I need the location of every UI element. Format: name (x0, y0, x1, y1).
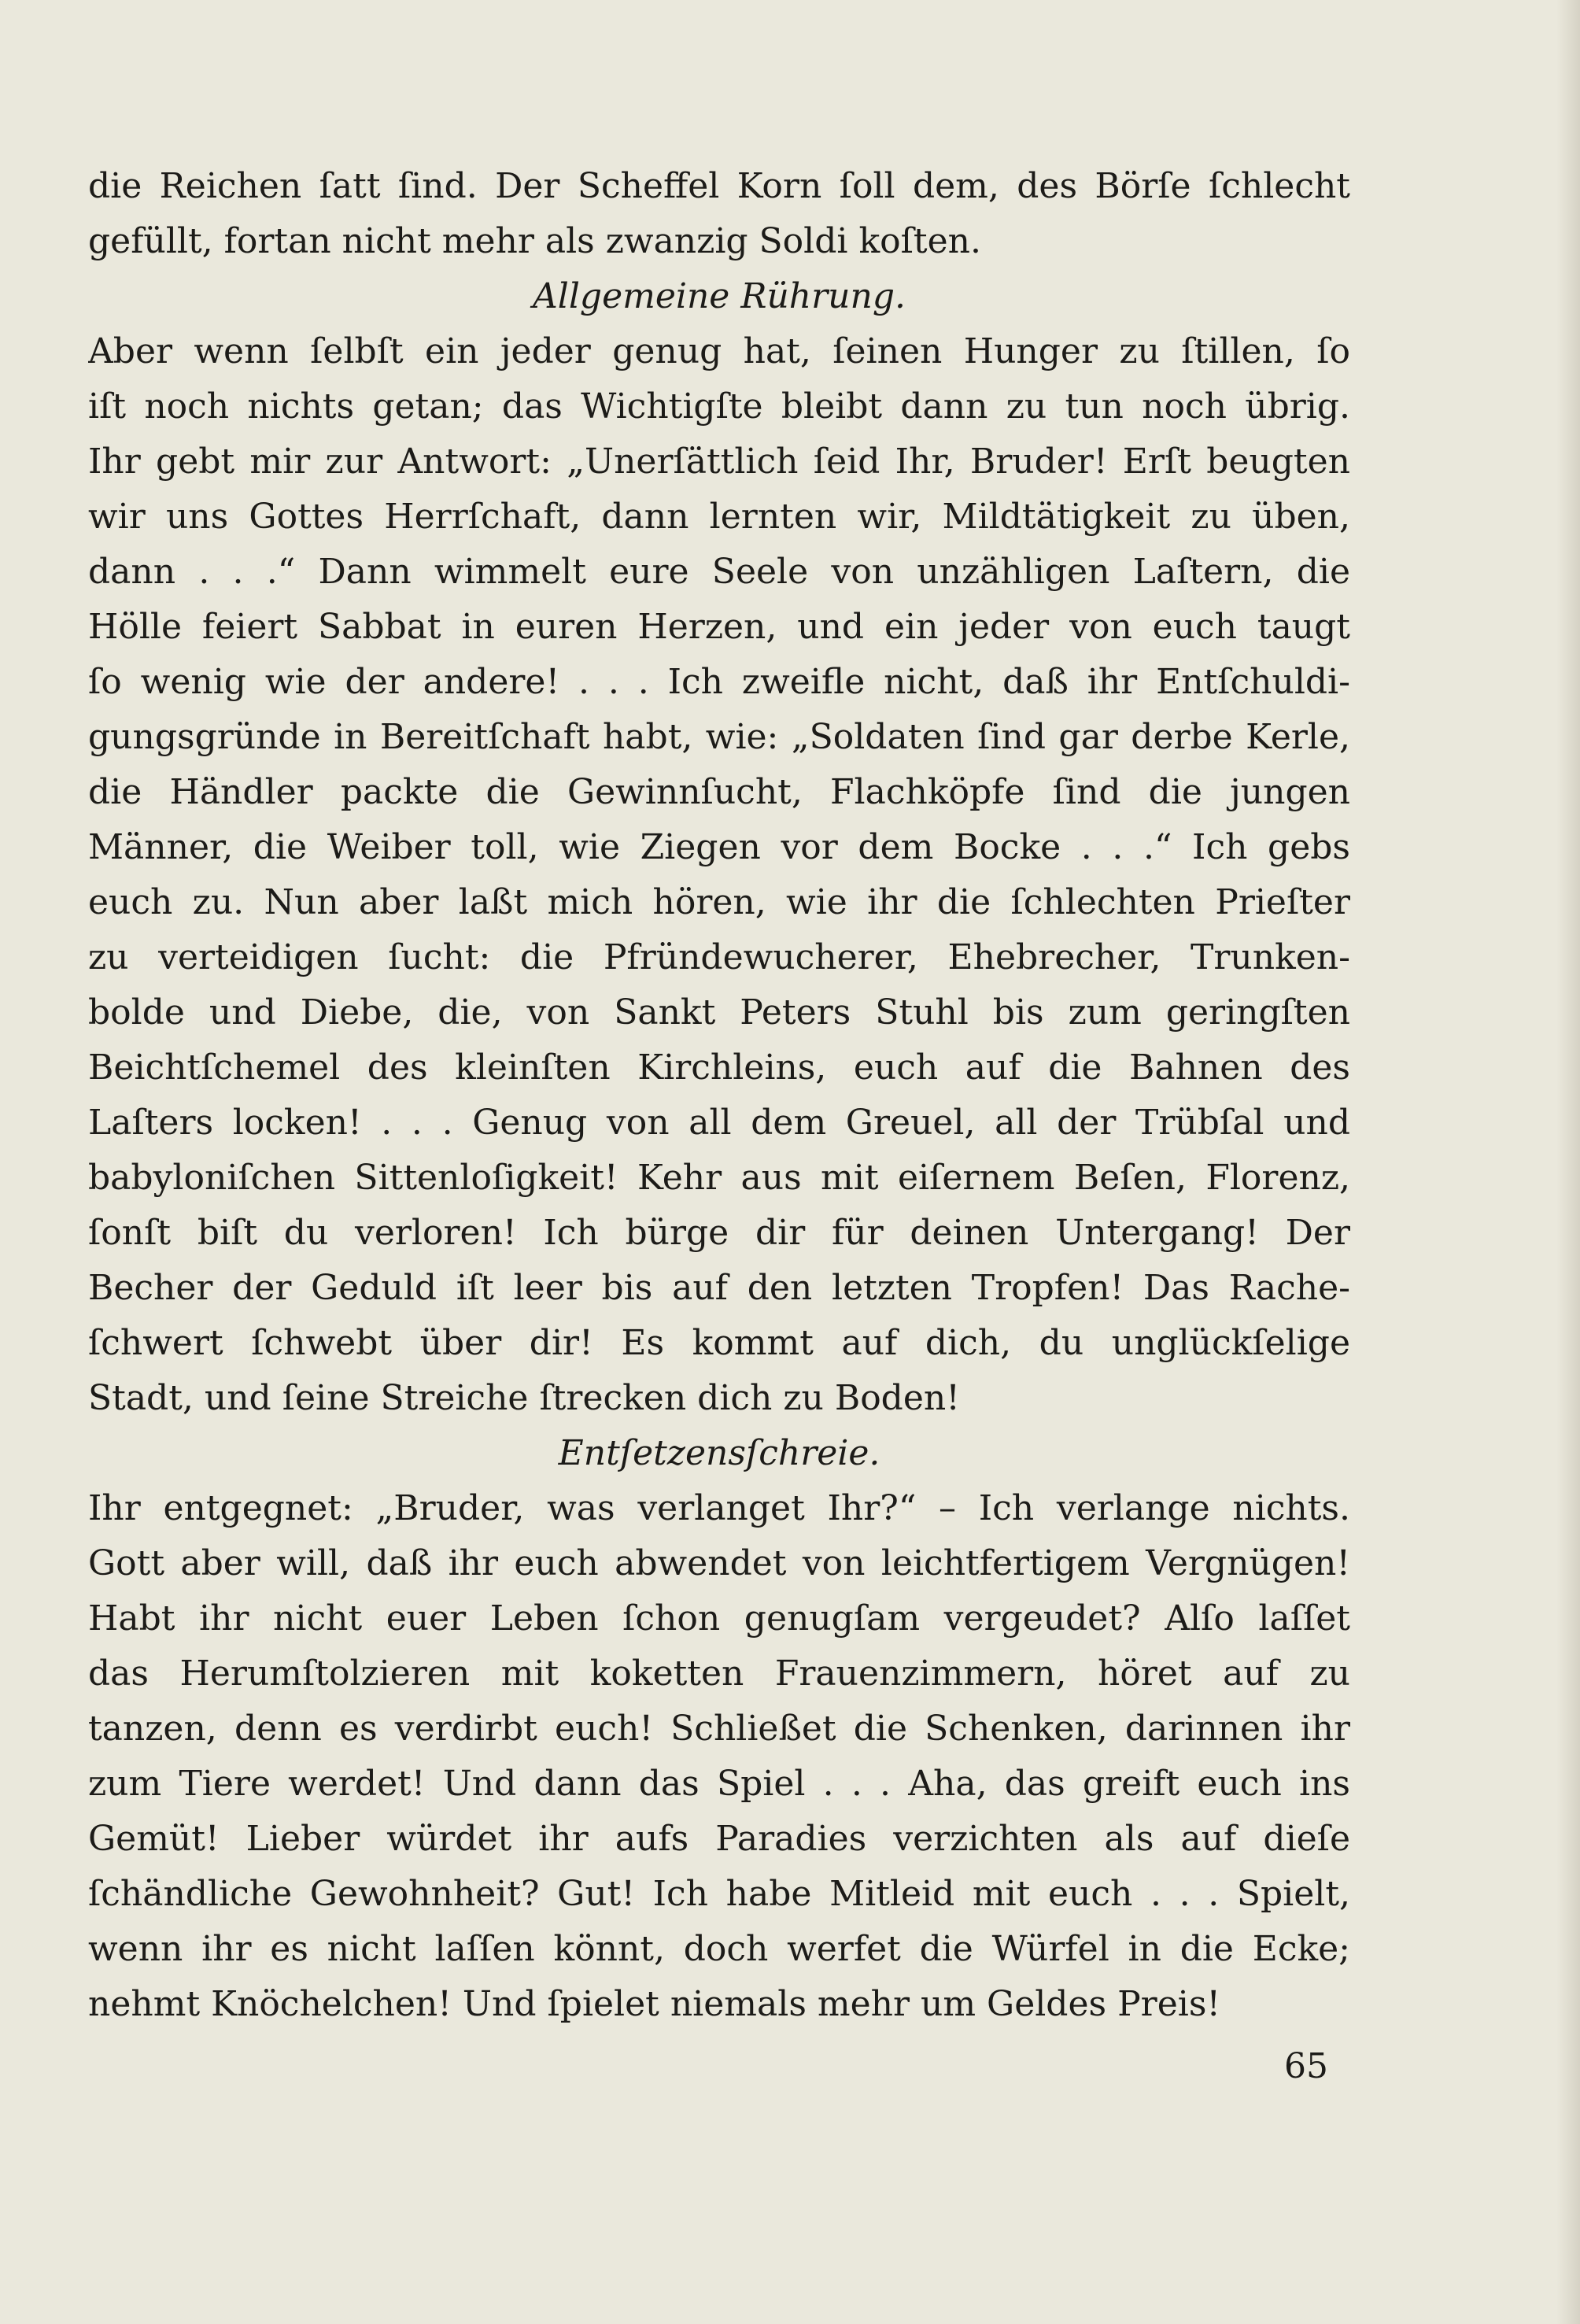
text-line: Ihr entgegnet: „Bruder, was verlanget Ihr?“ – Ich verlange nichts. (88, 1488, 1350, 1528)
text-line: Männer, die Weiber toll, wie Ziegen vor dem Bocke . . .“ Ich gebs (88, 827, 1350, 867)
text-line: wir uns Gottes Herrſchaft, dann lernten wir, Mildtätigkeit zu üben, (88, 497, 1350, 537)
text-line: iſt noch nichts getan; das Wichtigſte bleibt dann zu tun noch übrig. (88, 386, 1350, 427)
text-line: ſchwert ſchwebt über dir! Es kommt auf dich, du unglückſelige (88, 1323, 1350, 1363)
text-line: Ihr gebt mir zur Antwort: „Unerſättlich ſeid Ihr, Bruder! Erſt beugten (88, 442, 1350, 482)
text-line: Laſters locken! . . . Genug von all dem Greuel, all der Trübſal und (88, 1103, 1350, 1143)
text-line: Aber wenn ſelbſt ein jeder genug hat, ſeinen Hunger zu ſtillen, ſo (88, 331, 1350, 371)
body-text (88, 159, 1350, 2032)
text-line: Becher der Geduld iſt leer bis auf den letzten Tropfen! Das Rache- (88, 1268, 1350, 1308)
text-line: bolde und Diebe, die, von Sankt Peters Stuhl bis zum geringſten (88, 992, 1350, 1033)
text-line: Hölle feiert Sabbat in euren Herzen, und ein jeder von euch taugt (88, 607, 1350, 647)
text-line: das Herumſtolzieren mit koketten Frauenzimmern, höret auf zu (88, 1653, 1350, 1694)
text-line: die Reichen ſatt ſind. Der Scheffel Korn ſoll dem, des Börſe ſchlecht (88, 166, 1350, 206)
text-line: Gemüt! Lieber würdet ihr aufs Paradies verzichten als auf dieſe (88, 1819, 1350, 1859)
text-line: ſo wenig wie der andere! . . . Ich zweifle nicht, daß ihr Entſchuldi- (88, 662, 1350, 702)
text-line: babyloniſchen Sittenloſigkeit! Kehr aus mit eiſernem Beſen, Florenz, (88, 1158, 1350, 1198)
text-line: zu verteidigen ſucht: die Pfründewucherer, Ehebrecher, Trunken- (88, 937, 1350, 977)
text-line: Habt ihr nicht euer Leben ſchon genugſam vergeudet? Alſo laſſet (88, 1598, 1350, 1639)
text-line: Beichtſchemel des kleinſten Kirchleins, euch auf die Bahnen des (88, 1047, 1350, 1088)
stage-direction: Entſetzensſchreie. (558, 1433, 880, 1473)
text-line: dann . . .“ Dann wimmelt eure Seele von unzähligen Laſtern, die (88, 552, 1350, 592)
text-line: nehmt Knöchelchen! Und ſpielet niemals mehr um Geldes Preis! (88, 1984, 1221, 2024)
page-number: 65 (1284, 2046, 1328, 2086)
text-line: Gott aber will, daß ihr euch abwendet von leichtfertigem Vergnügen! (88, 1543, 1350, 1583)
text-line: gefüllt, fortan nicht mehr als zwanzig Soldi koſten. (88, 221, 981, 261)
text-line: euch zu. Nun aber laßt mich hören, wie ihr die ſchlechten Prieſter (88, 882, 1350, 922)
text-line: gungsgründe in Bereitſchaft habt, wie: „Soldaten ſind gar derbe Kerle, (88, 717, 1350, 757)
text-line: ſchändliche Gewohnheit? Gut! Ich habe Mitleid mit euch . . . Spielt, (88, 1874, 1350, 1914)
text-line: wenn ihr es nicht laſſen könnt, doch werfet die Würfel in die Ecke; (88, 1929, 1350, 1969)
text-line: Stadt, und ſeine Streiche ſtrecken dich zu Boden! (88, 1378, 960, 1418)
text-line: zum Tiere werdet! Und dann das Spiel . . . Aha, das greift euch ins (88, 1764, 1350, 1804)
stage-direction: Allgemeine Rührung. (533, 276, 906, 316)
text-line: tanzen, denn es verdirbt euch! Schließet die Schenken, darinnen ihr (88, 1709, 1350, 1749)
text-line: ſonſt biſt du verloren! Ich bürge dir für deinen Untergang! Der (88, 1213, 1350, 1253)
text-line: die Händler packte die Gewinnſucht, Flachköpfe ſind die jungen (88, 772, 1350, 812)
